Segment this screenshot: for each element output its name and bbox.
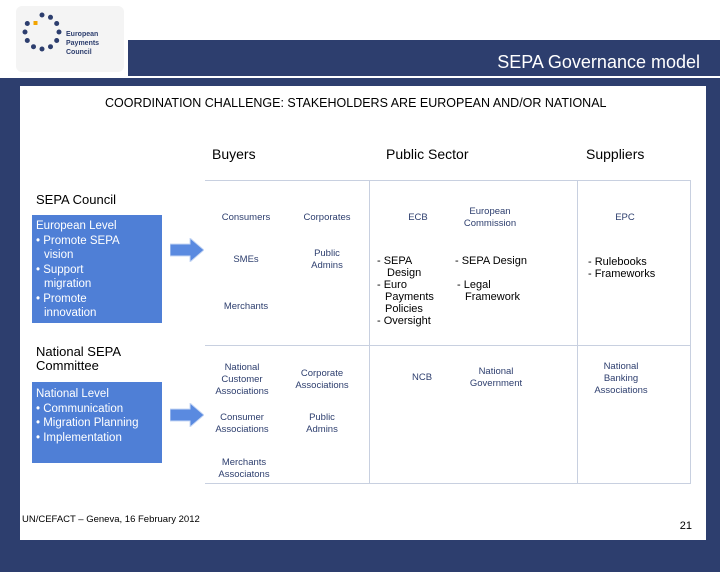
stars-circle-icon (20, 10, 64, 54)
cell-national-government: National Government (469, 366, 523, 389)
commission-responsibilities: - SEPA Design - Legal Framework (455, 255, 527, 303)
epc-logo (16, 6, 124, 72)
grid-line (690, 180, 691, 483)
footer: UN/CEFACT – Geneva, 16 February 2012 (22, 514, 200, 525)
logo-text: European Payments Council (66, 31, 100, 56)
national-sepa-committee-panel: National Level • Communication • Migration Planning • Implementation (32, 382, 162, 463)
cell-corporate-associations: Corporate Associations (295, 368, 349, 391)
grid-line (205, 483, 691, 484)
column-header-buyers: Buyers (212, 146, 256, 162)
arrow-right-icon (170, 403, 204, 427)
cell-corporates: Corporates (303, 212, 351, 223)
cell-epc: EPC (615, 212, 635, 223)
header (0, 0, 720, 78)
cell-smes: SMEs (233, 254, 259, 265)
grid-line (205, 180, 691, 181)
slide-content (20, 86, 706, 540)
arrow-right-icon (170, 238, 204, 262)
epc-responsibilities: - Rulebooks - Frameworks (588, 256, 656, 280)
sepa-council-panel: European Level • Promote SEPA vision • Support migration • Promote innovation (32, 215, 162, 323)
national-sepa-committee-title: National SEPA Committee (36, 344, 122, 373)
cell-public-admins: Public Admins (311, 248, 343, 271)
grid-line (205, 345, 691, 346)
cell-merchants-associations: Merchants Associatons (218, 457, 270, 480)
grid-line (369, 180, 370, 483)
column-header-suppliers: Suppliers (586, 146, 645, 162)
cell-consumers: Consumers (221, 212, 271, 223)
cell-european-commission: European Commission (463, 206, 517, 229)
cell-national-customer-associations: National Customer Associations (215, 362, 269, 397)
cell-merchants: Merchants (223, 301, 269, 312)
subheading: COORDINATION CHALLENGE: STAKEHOLDERS ARE EUROPEAN AND/OR NATIONAL (105, 96, 607, 110)
cell-public-admins-national: Public Admins (306, 412, 338, 435)
column-header-public-sector: Public Sector (386, 146, 469, 162)
cell-ecb: ECB (408, 212, 428, 223)
grid-line (577, 180, 578, 483)
cell-ncb: NCB (411, 372, 433, 383)
sepa-council-title: SEPA Council (36, 192, 116, 207)
cell-consumer-associations: Consumer Associations (215, 412, 269, 435)
page-title: SEPA Governance model (497, 52, 700, 72)
page-number: 21 (679, 520, 692, 532)
cell-national-banking-associations: National Banking Associations (594, 361, 648, 396)
ecb-responsibilities: - SEPA Design - Euro Payments Policies - Oversight (377, 255, 434, 327)
